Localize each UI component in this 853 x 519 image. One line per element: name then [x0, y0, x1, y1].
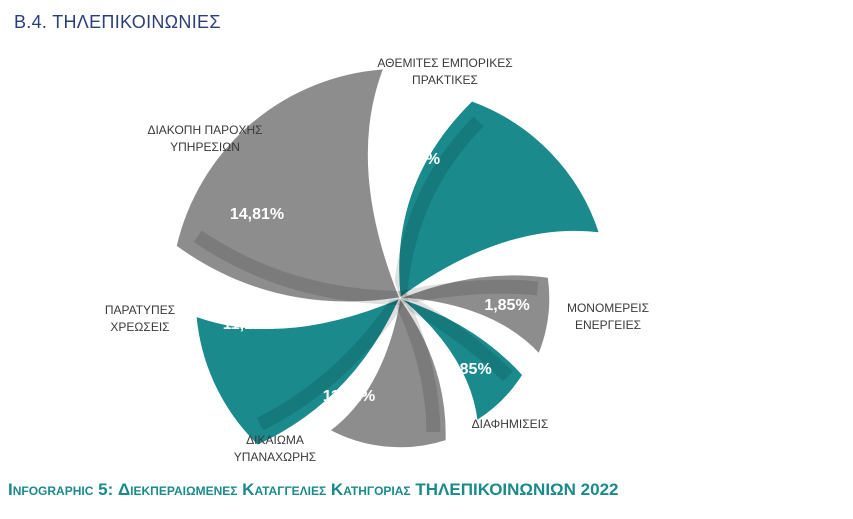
slice-label-advertisements: ΔΙΑΦΗΜΙΣΕΙΣ: [471, 417, 549, 431]
slice-label-unilateral-actions: ΜΟΝΟΜΕΡΕΙΣ ΕΝΕΡΓΕΙΕΣ: [566, 301, 650, 333]
caption-prefix: Infographic 5: Διεκπεραιωμενες Καταγγελιες Κατηγοριας: [8, 480, 411, 499]
slice-label-unfair-practices: ΑΘΕΜΙΤΕΣ ΕΜΠΟΡΙΚΕΣ ΠΡΑΚΤΙΚΕΣ: [377, 56, 513, 88]
pct-label-withdrawal-right: 11,11%: [322, 388, 376, 405]
slice-label-service-interruption: ΔΙΑΚΟΠΗ ΠΑΡΟΧΗΣ ΥΠΗΡΕΣΙΩΝ: [147, 123, 263, 155]
pct-label-unfair-practices: 59,27%: [385, 151, 441, 168]
infographic-caption: [8, 480, 619, 500]
pct-label-advertisements: 1,85%: [446, 361, 492, 378]
pct-label-irregular-charges: 11,11%: [222, 316, 276, 333]
slice-service-interruption: [176, 69, 400, 303]
caption-suffix: ΤΗΛΕΠΙΚΟΙΝΩΝΙΩΝ 2022: [415, 480, 619, 499]
pct-label-service-interruption: 14,81%: [229, 206, 285, 223]
slice-label-irregular-charges: ΠΑΡΑΤΥΠΕΣ ΧΡΕΩΣΕΙΣ: [104, 303, 176, 335]
section-title: Β.4. ΤΗΛΕΠΙΚΟΙΝΩΝΙΕΣ: [14, 12, 221, 32]
slice-label-withdrawal-right: ΔΙΚΑΙΩΜΑ ΥΠΑΝΑΧΩΡΗΣ: [233, 433, 317, 465]
pct-label-unilateral-actions: 1,85%: [484, 297, 530, 314]
